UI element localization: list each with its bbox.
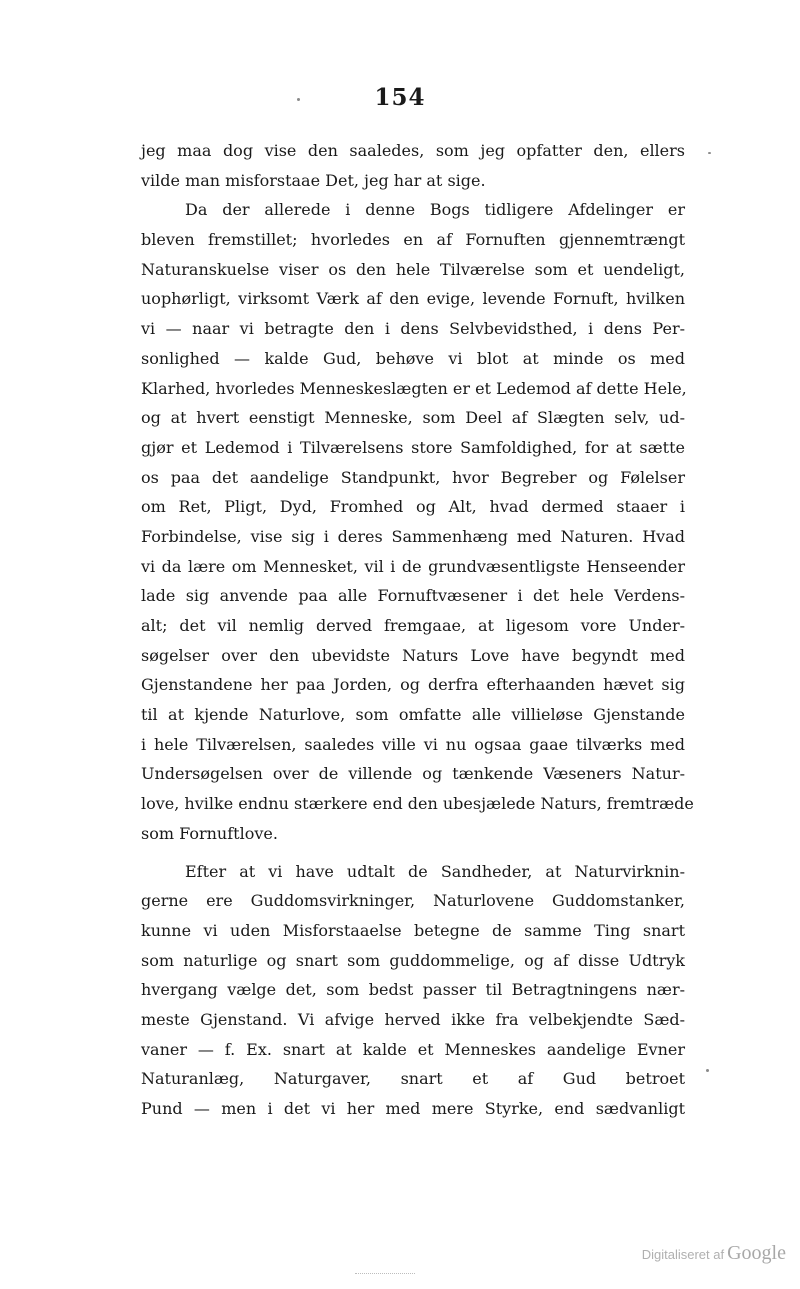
page-number: 154 [374, 84, 426, 111]
text-line: jeg maa dog vise den saaledes, som jeg opfatter den, ellers [141, 141, 685, 160]
scan-speck [706, 1069, 709, 1072]
text-line: Pund — men i det vi her med mere Styrke, end sædvanligt [141, 1099, 685, 1118]
text-line: vaner — f. Ex. snart at kalde et Menneskes aandelige Evner [141, 1039, 685, 1059]
digitization-watermark [642, 1242, 786, 1265]
paragraph-start-line: Efter at vi have udtalt de Sandheder, at Naturvirknin- [185, 861, 685, 881]
text-line: i hele Tilværelsen, saaledes ville vi nu ogsaa gaae tilværks med [141, 734, 685, 754]
text-line: sonlighed — kalde Gud, behøve vi blot at minde os med [141, 348, 685, 368]
text-line: Klarhed, hvorledes Menneskeslægten er et Ledemod af dette Hele, [141, 378, 687, 398]
text-line: love, hvilke endnu stærkere end den ubesjælede Naturs, fremtræde [141, 794, 694, 814]
text-line: som naturlige og snart som guddommelige, og af disse Udtryk [141, 950, 685, 970]
text-line: vilde man misforstaae Det, jeg har at sige. [141, 170, 486, 190]
text-line: Naturanskuelse viser os den hele Tilværelse som et uendeligt, [141, 259, 685, 279]
watermark-prefix: Digitaliseret af [641, 1247, 725, 1262]
text-line: Undersøgelsen over de villende og tænkende Væseners Natur- [141, 764, 685, 784]
text-line: Forbindelse, vise sig i deres Sammenhæng med Naturen. Hvad [141, 526, 685, 546]
scan-artifact [355, 1273, 415, 1276]
paragraph-start-line: Da der allerede i denne Bogs tidligere Afdelinger er [185, 200, 685, 220]
text-line: som Fornuftlove. [141, 823, 278, 843]
scan-speck [708, 152, 711, 154]
text-line: alt; det vil nemlig derved fremgaae, at ligesom vore Under- [141, 616, 685, 635]
text-line: om Ret, Pligt, Dyd, Fromhed og Alt, hvad dermed staaer i [141, 497, 685, 517]
text-line: os paa det aandelige Standpunkt, hvor Begreber og Følelser [141, 467, 685, 487]
page-body-text [141, 136, 694, 1124]
watermark-brand: Google [727, 1242, 786, 1264]
text-line: vi — naar vi betragte den i dens Selvbevidsthed, i dens Per- [141, 319, 685, 339]
text-line: og at hvert eenstigt Menneske, som Deel af Slægten selv, ud- [141, 408, 685, 428]
scan-speck [297, 98, 300, 101]
text-line: hvergang vælge det, som bedst passer til Betragtningens nær- [141, 980, 685, 1000]
text-line: Gjenstandene her paa Jorden, og derfra efterhaanden hævet sig [141, 675, 685, 695]
text-line: til at kjende Naturlove, som omfatte alle villieløse Gjenstande [141, 705, 685, 725]
text-line: gerne ere Guddomsvirkninger, Naturlovene Guddomstanker, [141, 891, 685, 911]
text-line: bleven fremstillet; hvorledes en af Fornuften gjennemtrængt [141, 230, 685, 250]
text-line: Naturanlæg, Naturgaver, snart et af Gud betroet [141, 1069, 685, 1089]
text-line: vi da lære om Mennesket, vil i de grundvæsentligste Henseender [141, 556, 685, 576]
text-line: søgelser over den ubevidste Naturs Love have begyndt med [141, 645, 685, 665]
text-line: uophørligt, virksomt Værk af den evige, levende Fornuft, hvilken [141, 289, 685, 309]
paragraph-gap [141, 849, 685, 857]
text-line: meste Gjenstand. Vi afvige herved ikke fra velbekjendte Sæd- [141, 1009, 685, 1029]
text-line: kunne vi uden Misforstaaelse betegne de samme Ting snart [141, 920, 685, 940]
text-line: gjør et Ledemod i Tilværelsens store Samfoldighed, for at sætte [141, 437, 685, 457]
text-line: lade sig anvende paa alle Fornuftvæsener i det hele Verdens- [141, 586, 685, 606]
